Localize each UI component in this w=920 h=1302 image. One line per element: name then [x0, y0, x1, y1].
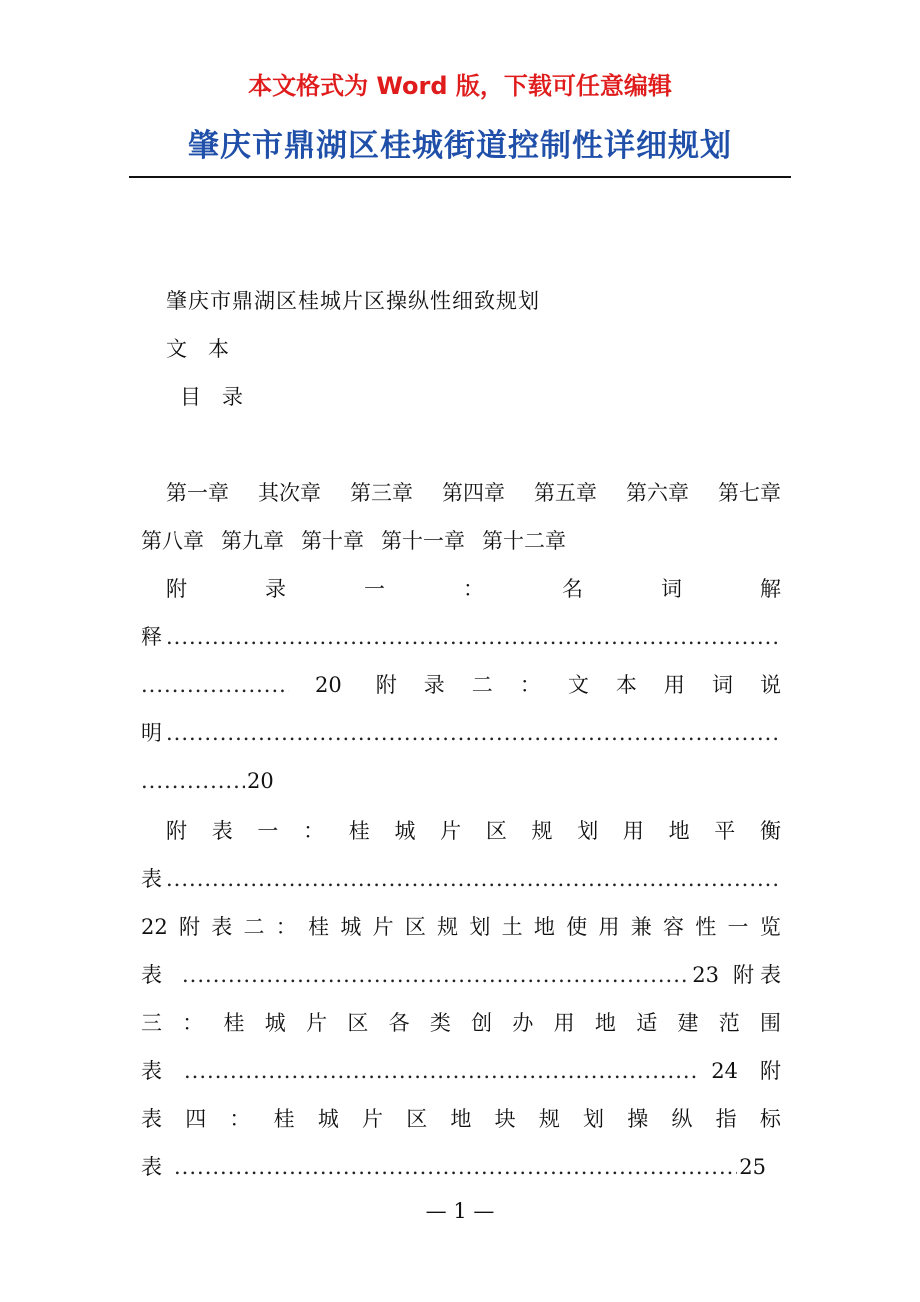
toc-page-number: 20	[315, 673, 342, 697]
document-subtitle: 肇庆市鼎湖区桂城片区操纵性细致规划	[166, 289, 540, 313]
toc-table2-leader	[141, 960, 781, 990]
text-label: 文 本	[166, 337, 229, 361]
toc-char: 用	[598, 915, 620, 939]
toc-char: 录	[423, 673, 445, 697]
toc-char: ：	[463, 577, 484, 601]
toc-char: 明	[141, 721, 162, 745]
toc-chapter[interactable]: 第七章	[718, 481, 781, 505]
toc-char: 表	[211, 819, 233, 843]
toc-chapter[interactable]: 第十章	[301, 529, 364, 553]
leader-dots	[174, 1152, 737, 1182]
toc-char: 区	[485, 819, 507, 843]
toc-chapter[interactable]: 第三章	[350, 481, 413, 505]
toc-char: ：	[182, 1011, 204, 1035]
toc-appendix1-title[interactable]	[166, 574, 781, 604]
toc-char: 桂	[308, 915, 330, 939]
leader-dots	[182, 960, 688, 990]
toc-char: 范	[718, 1011, 740, 1035]
toc-page-number: 25	[739, 1155, 766, 1179]
document-title: 肇庆市鼎湖区桂城街道控制性详细规划	[188, 128, 732, 164]
toc-char: 操	[627, 1107, 649, 1131]
toc-chapter[interactable]: 其次章	[258, 481, 321, 505]
toc-char: 规	[437, 915, 459, 939]
toc-char: ：	[519, 673, 541, 697]
toc-table4-title[interactable]	[141, 1104, 781, 1134]
toc-table1-leader	[141, 864, 781, 894]
toc-char: 划	[577, 819, 599, 843]
toc-chapter[interactable]: 第八章	[141, 529, 204, 553]
toc-char: 办	[512, 1011, 534, 1035]
toc-char: 地	[450, 1107, 472, 1131]
toc-char: 桂	[223, 1011, 245, 1035]
toc-chapter[interactable]: 第九章	[221, 529, 284, 553]
toc-char: 容	[662, 915, 684, 939]
leader-dots	[166, 718, 777, 748]
toc-char: 地	[594, 1011, 616, 1035]
toc-page-number: 23	[692, 963, 719, 987]
toc-char: 词	[711, 673, 733, 697]
toc-char: 附	[760, 1059, 781, 1083]
toc-char: 建	[677, 1011, 699, 1035]
toc-char: 片	[306, 1011, 328, 1035]
toc-char: 览	[759, 915, 781, 939]
page-number-footer: — 1 —	[425, 1199, 495, 1223]
leader-dots	[166, 622, 777, 652]
toc-char: 二	[243, 915, 265, 939]
toc-char: 一	[257, 819, 279, 843]
toc-chapter[interactable]: 第十一章	[381, 529, 465, 553]
toc-char: 本	[615, 673, 637, 697]
toc-char: 用	[622, 819, 644, 843]
toc-char: 片	[440, 819, 462, 843]
toc-char: 区	[347, 1011, 369, 1035]
toc-char: 规	[538, 1107, 560, 1131]
toc-char: 规	[531, 819, 553, 843]
toc-appendix2-page-row	[141, 766, 274, 796]
toc-char: 创	[471, 1011, 493, 1035]
toc-char: 各	[388, 1011, 410, 1035]
toc-page-number: 24	[711, 1059, 738, 1083]
toc-chapter[interactable]: 第一章	[166, 481, 229, 505]
toc-char: 块	[494, 1107, 516, 1131]
toc-char: ：	[229, 1107, 251, 1131]
format-notice-banner: 本文格式为 Word 版，下载可任意编辑	[248, 72, 672, 100]
toc-char: 适	[636, 1011, 658, 1035]
toc-char: 三	[141, 1011, 162, 1035]
leader-dots	[141, 670, 289, 700]
toc-char: 区	[404, 915, 426, 939]
toc-char: 附	[166, 819, 187, 843]
toc-char: 表	[141, 1059, 162, 1083]
toc-char: 片	[362, 1107, 384, 1131]
toc-char: 兼	[630, 915, 652, 939]
toc-table3-title[interactable]	[141, 1008, 781, 1038]
toc-char: 标	[759, 1107, 781, 1131]
toc-char: 城	[394, 819, 416, 843]
toc-char: 解	[760, 577, 781, 601]
toc-char: 四	[185, 1107, 207, 1131]
toc-chapter[interactable]: 第四章	[442, 481, 505, 505]
toc-char: 表	[141, 1155, 162, 1179]
toc-char: 使	[566, 915, 588, 939]
leader-dots	[166, 864, 777, 894]
toc-char: 纵	[671, 1107, 693, 1131]
toc-chapters-row1	[166, 478, 781, 508]
toc-chapter[interactable]: 第六章	[626, 481, 689, 505]
toc-char: 围	[759, 1011, 781, 1035]
toc-char: 指	[715, 1107, 737, 1131]
toc-chapter[interactable]: 第五章	[534, 481, 597, 505]
toc-char: 释	[141, 625, 162, 649]
toc-char: 表	[141, 963, 162, 987]
toc-char: 二	[471, 673, 493, 697]
toc-page-number: 20	[247, 769, 274, 793]
toc-char: 说	[759, 673, 781, 697]
toc-char: 划	[583, 1107, 605, 1131]
toc-table3-leader	[141, 1056, 781, 1086]
toc-page-number: 22	[141, 915, 168, 939]
toc-char: 地	[533, 915, 555, 939]
toc-char: 片	[372, 915, 394, 939]
toc-char: 用	[663, 673, 685, 697]
toc-char: 附	[375, 673, 397, 697]
toc-char: 附	[733, 963, 754, 987]
toc-char: 桂	[273, 1107, 295, 1131]
leader-dots	[184, 1056, 699, 1086]
toc-appendix2-leader	[141, 718, 781, 748]
toc-table2-title[interactable]	[141, 912, 781, 942]
toc-appendix2-title[interactable]	[141, 670, 781, 700]
toc-char: 名	[562, 577, 583, 601]
toc-char: 录	[265, 577, 286, 601]
leader-dots	[141, 766, 245, 796]
toc-char: 城	[264, 1011, 286, 1035]
toc-appendix1-leader	[141, 622, 781, 652]
toc-char: 城	[317, 1107, 339, 1131]
toc-char: 一	[364, 577, 385, 601]
title-divider	[129, 176, 791, 178]
toc-table1-title[interactable]	[166, 816, 781, 846]
toc-char: 衡	[759, 819, 781, 843]
toc-char: 表	[141, 867, 162, 891]
toc-char: 附	[166, 577, 187, 601]
toc-char: 表	[141, 1107, 162, 1131]
toc-table4-leader	[141, 1152, 766, 1182]
toc-char: 平	[714, 819, 736, 843]
toc-char: 城	[340, 915, 362, 939]
toc-char: 类	[429, 1011, 451, 1035]
toc-char: 一	[727, 915, 749, 939]
toc-chapters-row2	[141, 526, 566, 556]
toc-char: 用	[553, 1011, 575, 1035]
toc-char: 划	[469, 915, 491, 939]
toc-char: 桂	[348, 819, 370, 843]
toc-char: 附	[179, 915, 200, 939]
toc-char: 土	[501, 915, 523, 939]
toc-char: ：	[275, 915, 297, 939]
toc-chapter[interactable]: 第十二章	[482, 529, 566, 553]
toc-char: 性	[695, 915, 717, 939]
toc-char: ：	[303, 819, 325, 843]
toc-char: 表	[760, 963, 781, 987]
toc-char: 区	[406, 1107, 428, 1131]
toc-char: 表	[211, 915, 233, 939]
toc-char: 词	[661, 577, 682, 601]
toc-char: 地	[668, 819, 690, 843]
toc-heading: 目 录	[180, 385, 243, 409]
toc-char: 文	[567, 673, 589, 697]
